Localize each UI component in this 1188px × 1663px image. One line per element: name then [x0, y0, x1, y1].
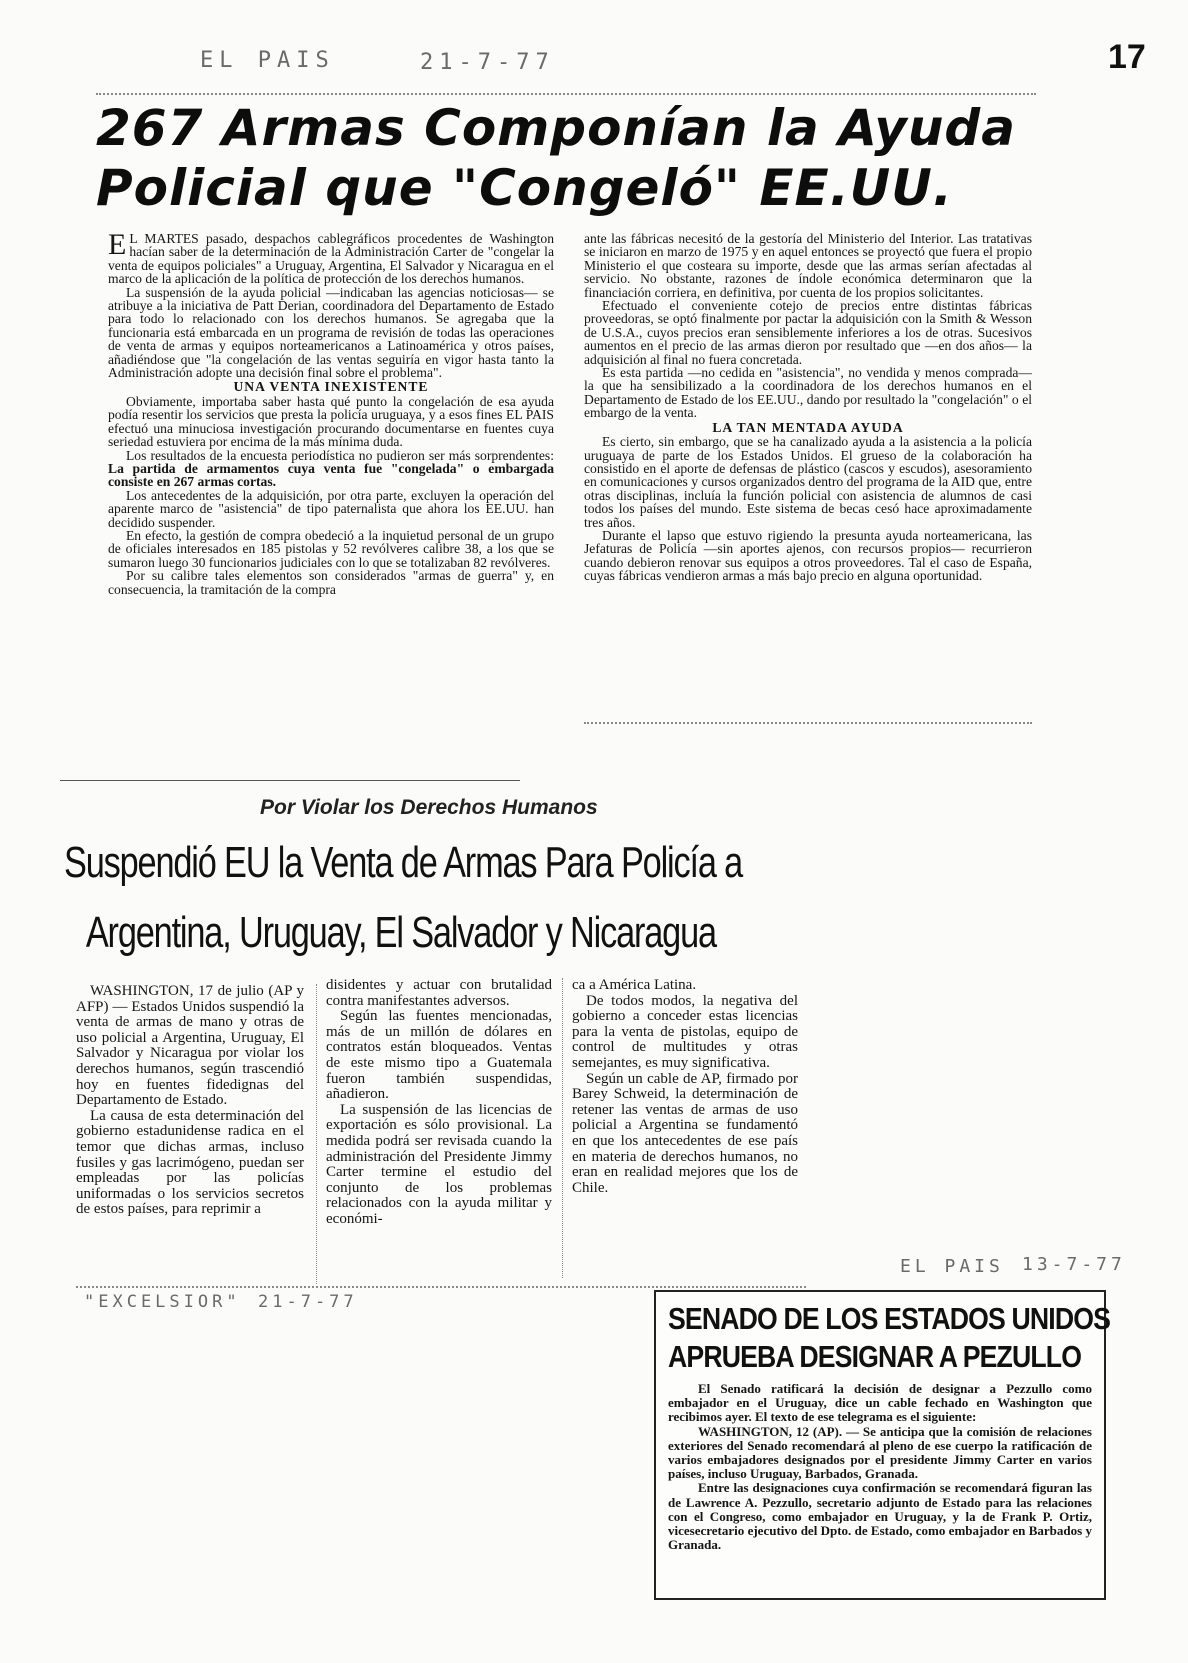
article3-box — [654, 1290, 1111, 1600]
article2-date-note: 21-7-77 — [258, 1292, 358, 1312]
article2-column3 — [572, 978, 798, 1196]
article2-bottom-rule — [76, 1286, 806, 1288]
article2-c3-p3: Según un cable de AP, firmado por Barey Schweid, la determinación de retener las ventas de armas de uso policial a Argentina se fundamentó en que los antecedentes de ese país en materia de derechos humanos, no eran en realidad mejores que los de Chile. — [572, 1070, 798, 1196]
article1-c1-p7: Por su calibre tales elementos son considerados "armas de guerra" y, en consecuencia, la tramitación de la compra — [108, 568, 554, 597]
article2-c1-p2: La causa de esta determinación del gobierno estadunidense radica en el temor que dichas armas, incluso fusiles y gas lacrimógeno, puedan ser empleadas por las policías uniformadas o los servicios secretos de estos países, para reprimir a — [76, 1107, 304, 1218]
article1-c1-p4-start: Los resultados de la encuesta periodística no pudieron ser más sorprendentes: — [126, 447, 554, 463]
page-number: 17 — [1108, 38, 1146, 76]
article3-date-note: 13-7-77 — [1022, 1254, 1126, 1275]
article1-column2 — [584, 232, 1032, 583]
article2-c2-p3: La suspensión de las licencias de exportación es sólo provisional. La medida podrá ser revisada cuando la administración del Presidente Jimmy Carter termine el estudio del conjunto de los problemas relacionados con la ayuda militar y económi- — [326, 1101, 552, 1227]
article2-c3-p1: ca a América Latina. — [572, 977, 697, 993]
article1-c1-p1: L MARTES pasado, despachos cablegráficos procedentes de Washington hacían saber de la determinación de la Administración Carter de "congelar la venta de equipos policiales" a Uruguay, Argentina, El Salvador y Nicaragua en el marco de la aplicación de la política de protección de los derechos humanos. — [108, 231, 554, 287]
article2-c2-p1: disidentes y actuar con brutalidad contra manifestantes adversos. — [326, 977, 552, 1009]
article3-p2: WASHINGTON, 12 (AP). — Se anticipa que la comisión de relaciones exteriores del Senado recomendará al pleno de ese cuerpo la ratificación de varios embajadores designados por el presidente Jimmy Carter en varios países, incluso Uruguay, Barbados, Granada. — [668, 1423, 1092, 1482]
article1-c1-p5: Los antecedentes de la adquisición, por otra parte, excluyen la operación del aparente marco de "asistencia" de tipo paternalista que ahora los EE.UU. han decidido suspender. — [108, 487, 554, 530]
article1-c2-p4: Es cierto, sin embargo, que se ha canalizado ayuda a la asistencia a la policía uruguaya de parte de los Estados Unidos. El grueso de la colaboración ha consistido en el aporte de defensas de plástico (cascos y escudos), asesoramiento en comunicaciones y cursos organizados dentro del programa de la AID que, entre otras disciplinas, incluía la función policial con asistencia de alumnos de casi todos los países del mundo. Este sistema de becas cesó hace aproximadamente tres años. — [584, 434, 1032, 530]
section-rule — [60, 780, 520, 781]
article3-headline-line1: SENADO DE LOS ESTADOS UNIDOS — [668, 1301, 1111, 1336]
dropcap: E — [108, 228, 127, 261]
article2-c2-p2: Según las fuentes mencionadas, más de un millón de dólares en contratos están bloqueados. Ventas de este mismo tipo a Guatemala fueron también suspendidas, añadieron. — [326, 1008, 552, 1103]
subheading-venta-inexistente: UNA VENTA INEXISTENTE — [233, 379, 429, 395]
article3-p1: El Senado ratificará la decisión de designar a Pezzullo como embajador en el Uruguay, dice un cable fechado en Washington que recibimos ayer. El texto de ese telegrama es el siguiente: — [668, 1381, 1092, 1425]
article1-headline — [96, 100, 1046, 216]
article1-column1 — [108, 228, 554, 597]
article1-c1-p2: La suspensión de la ayuda policial —indicaban las agencias noticiosas— se atribuye a la iniciativa de Patt Derian, coordinadora del Departamento de Estado para todo lo relacionado con los derechos humanos. Se agregaba que la funcionaria está embarcada en un programa de revisión de todas las operaciones de venta de armas y equipos norteamericanos a Latinoamérica y otros países, añadiéndose que "la congelación de las ventas seguiría en vigor hasta tanto la Administración adopte una decisión final sobre el problema". — [108, 284, 554, 381]
article1-c2-p1: ante las fábricas necesitó de la gestoría del Ministerio del Interior. Las tratativas se iniciaron en marzo de 1975 y en aquel entonces se proyectó que fuera el propio Ministerio el que costeara su importe, desde que las armas serían afectadas al servicio. No obstante, razones de índole económica determinaron que la financiación corriera, en definitiva, por cuenta de los propios solicitantes. — [584, 231, 1032, 300]
subheading-tan-mentada-ayuda: LA TAN MENTADA AYUDA — [712, 419, 904, 435]
article3-p3: Entre las designaciones cuya confirmación se recomendará figuran las de Lawrence A. Pezzullo, secretario adjunto de Estado para las relaciones con el Congreso, como embajador en Uruguay, y la de Frank P. Ortiz, vicesecretario ejecutivo del Dpto. de Estado, como embajador en Barbados y Granada. — [668, 1480, 1092, 1553]
col-divider-2 — [562, 978, 563, 1278]
date-note-handwritten: 21-7-77 — [420, 50, 555, 75]
article1-bottom-rule — [584, 722, 1032, 724]
article2-c3-p2: De todos modos, la negativa del gobierno a conceder estas licencias para la venta de pistolas, equipo de control de multitudes y otras semejantes, es muy significativa. — [572, 992, 798, 1071]
article1-c1-p3: Obviamente, importaba saber hasta qué punto la congelación de esa ayuda podía resentir los servicios que presta la policía uruguaya, y a esos fines EL PAIS efectuó una minuciosa investigación procurando documentarse en fuentes cuya seriedad estuviera por encima de la más mínima duda. — [108, 393, 554, 450]
article2-kicker: Por Violar los Derechos Humanos — [260, 796, 598, 819]
article1-c2-p5: Durante el lapso que estuvo rigiendo la presunta ayuda norteamericana, las Jefaturas de Policía —sin aportes ajenos, con recursos propios— recurrieron cuando debieron renovar sus equipos a otros proveedores. Tal el caso de España, cuyas fábricas vendieron armas a más bajo precio en alguna oportunidad. — [584, 527, 1032, 584]
article2-headline — [64, 834, 864, 962]
article3-headline-line2: APRUEBA DESIGNAR A PEZULLO — [668, 1339, 1082, 1374]
article2-c1-p1: WASHINGTON, 17 de julio (AP y AFP) — Estados Unidos suspendió la venta de armas de mano y otras de uso policial a Argentina, Uruguay, El Salvador y Nicaragua por violar los derechos humanos, según trascendió hoy en fuentes fidedignas del Departamento de Estado. — [76, 983, 304, 1109]
source-note-handwritten: EL PAIS — [200, 48, 335, 73]
article1-headline-line2: Policial que "Congeló" EE.UU. — [96, 159, 953, 217]
article1-c1-p4-bold: La partida de armamentos cuya venta fue "congelada" o embargada consiste en 267 armas cortas. — [108, 460, 554, 490]
article2-column1 — [76, 984, 304, 1218]
article3-body — [668, 1382, 1092, 1552]
col-divider-1 — [316, 984, 317, 1284]
top-dotted-rule — [96, 93, 1036, 95]
article1-c2-p2: Efectuado el conveniente cotejo de precios entre distintas fábricas proveedoras, se optó finalmente por pactar la adquisición con la Smith & Wesson de U.S.A., cuyos precios eran sensiblemente inferiores a los de otras. Sucesivos aumentos en el precio de las armas dieron por resultado que —en dos años— la adquisición al final no fuera concretada. — [584, 298, 1032, 367]
article1-headline-line1: 267 Armas Componían la Ayuda — [96, 99, 1016, 157]
article1-c2-p3: Es esta partida —no cedida en "asistencia", no vendida y menos comprada— la que ha sensibilizado a la coordinadora de los derechos humanos en el Departamento de Estado de los EE.UU., dando por resultado la "congelación" o el embargo de la venta. — [584, 365, 1032, 421]
article2-column2 — [326, 978, 552, 1228]
article2-headline-line2: Argentina, Uruguay, El Salvador y Nicaragua — [85, 908, 716, 957]
article2-headline-line1: Suspendió EU la Venta de Armas Para Policía a — [64, 838, 743, 887]
article3-source-note: EL PAIS — [900, 1256, 1004, 1277]
article1-c1-p6: En efecto, la gestión de compra obedeció a la inquietud personal de un grupo de oficiales interesados en 185 pistolas y 52 revólveres calibre 38, a los que se sumaron luego 30 funcionarios judiciales con lo que se totalizaban 82 revólveres. — [108, 527, 554, 570]
article2-source-note: "EXCELSIOR" — [84, 1292, 241, 1312]
